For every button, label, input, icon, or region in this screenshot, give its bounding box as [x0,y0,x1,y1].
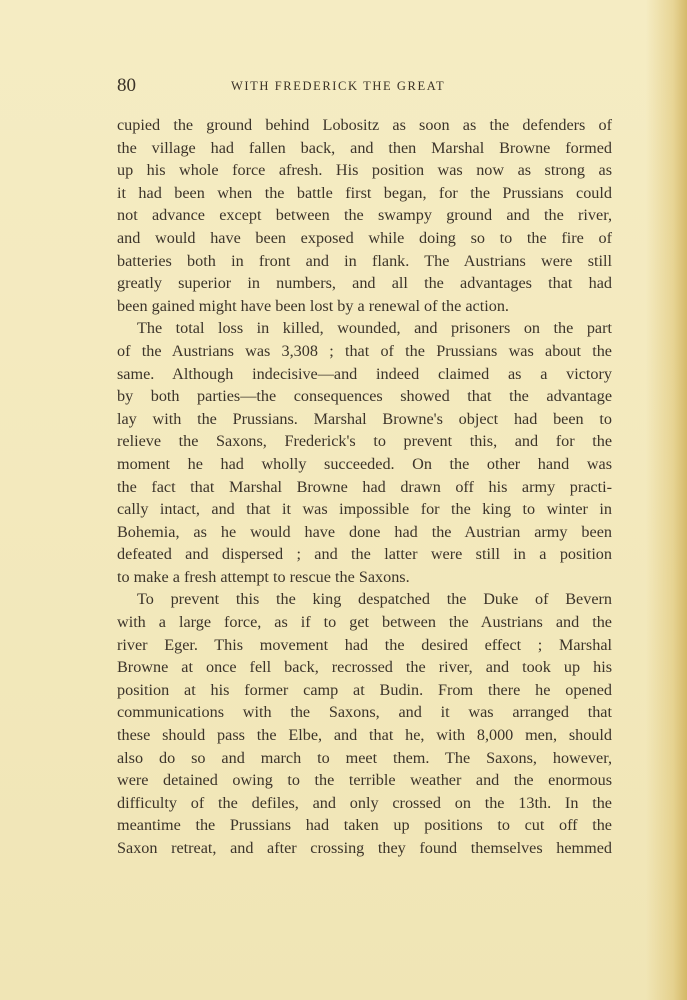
text-line: river Eger. This movement had the desired effect ; Marshal [117,635,612,654]
text-line: of the Austrians was 3,308 ; that of the Prussians was about the [117,341,612,360]
text-line: To prevent this the king despatched the Duke of Bevern [137,590,612,609]
text-line: to make a fresh attempt to rescue the Saxons. [117,567,410,586]
text-line: batteries both in front and in flank. The Austrians were still [117,251,612,270]
text-line: lay with the Prussians. Marshal Browne's object had been to [117,409,612,428]
text-line: the village had fallen back, and then Marshal Browne formed [117,138,612,157]
text-line: Browne at once fell back, recrossed the river, and took up his [117,658,612,677]
text-line: Saxon retreat, and after crossing they found themselves hemmed [117,839,612,857]
text-line: Bohemia, as he would have done had the Austrian army been [117,522,612,541]
page-number: 80 [117,75,136,96]
page-header [117,74,612,98]
text-line: meantime the Prussians had taken up positions to cut off the [117,816,612,835]
text-line: difficulty of the defiles, and only crossed on the 13th. In the [117,793,612,812]
text-line: communications with the Saxons, and it was arranged that [117,703,612,722]
text-line: by both parties—the consequences showed that the advantage [117,387,612,406]
text-line: with a large force, as if to get between the Austrians and the [117,613,612,632]
text-line: moment he had wholly succeeded. On the other hand was [117,454,612,473]
text-line: defeated and dispersed ; and the latter were still in a position [117,545,612,564]
text-line: The total loss in killed, wounded, and prisoners on the part [137,319,612,338]
text-line: same. Although indecisive—and indeed claimed as a victory [117,364,612,383]
text-line: position at his former camp at Budin. From there he opened [117,680,612,699]
text-line: it had been when the battle first began, for the Prussians could [117,183,612,202]
text-line: the fact that Marshal Browne had drawn off his army practi- [117,477,612,496]
text-line: cupied the ground behind Lobositz as soon as the defenders of [117,116,612,134]
text-line: these should pass the Elbe, and that he, with 8,000 men, should [117,726,612,745]
text-line: cally intact, and that it was impossible for the king to winter in [117,500,612,519]
running-title: WITH FREDERICK THE GREAT [231,79,446,93]
text-line: and would have been exposed while doing so to the fire of [117,228,612,247]
text-line: not advance except between the swampy ground and the river, [117,206,612,225]
text-line: relieve the Saxons, Frederick's to prevent this, and for the [117,432,612,451]
text-line: were detained owing to the terrible weather and the enormous [117,771,612,790]
text-line: up his whole force afresh. His position was now as strong as [117,161,612,180]
text-line: been gained might have been lost by a renewal of the action. [117,296,509,315]
text-line: greatly superior in numbers, and all the advantages that had [117,274,612,293]
text-line: also do so and march to meet them. The Saxons, however, [117,748,612,767]
body-text [117,114,612,860]
